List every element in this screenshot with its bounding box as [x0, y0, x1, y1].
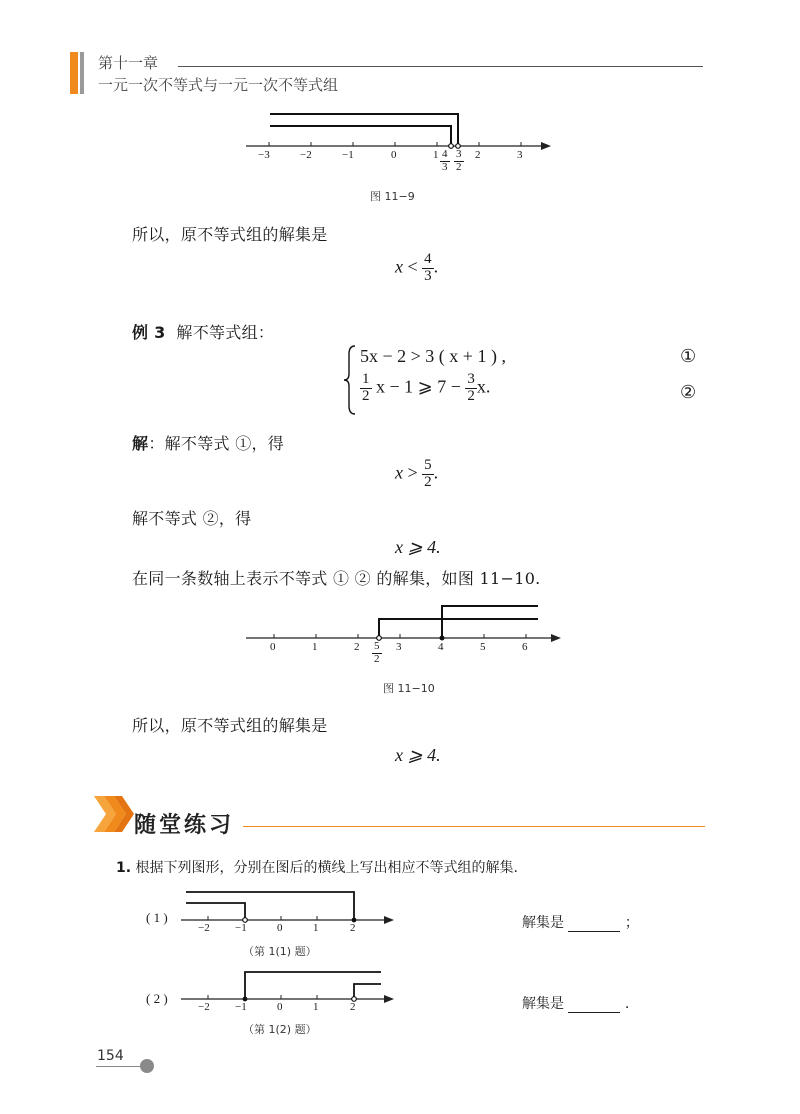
tick-label: 2 [350, 922, 356, 934]
solution-step-1: 解：解不等式 ①，得 [132, 434, 285, 453]
paragraph: 所以，原不等式组的解集是 [132, 716, 328, 735]
solution-step-2: 解不等式 ②，得 [132, 509, 252, 528]
paragraph: 所以，原不等式组的解集是 [132, 225, 328, 244]
tick-label: 0 [277, 1001, 283, 1013]
tick-label: −2 [300, 149, 312, 161]
equation-2: $\frac{1}{2}$ x − 1 ⩾ 7 − $\frac{3}{2}$ x. [362, 371, 491, 404]
sub-figure-caption: （第 1(2) 题） [243, 1023, 317, 1036]
tick-label: 1 [313, 1001, 319, 1013]
result-formula: x ⩾ 4. [395, 745, 441, 765]
figure-11-9 [238, 108, 558, 183]
tick-label: 0 [277, 922, 283, 934]
number-line-q1-2 [176, 966, 406, 1018]
tick-label: −2 [198, 922, 210, 934]
figure-caption: 图 11−10 [383, 682, 435, 695]
tick-label: −1 [342, 149, 354, 161]
number-line-11-9 [238, 108, 558, 183]
tick-label: −3 [258, 149, 270, 161]
tick-label: 3 [517, 149, 523, 161]
number-line-q1-1 [176, 888, 406, 936]
chapter-title: 一元一次不等式与一元一次不等式组 [98, 76, 339, 94]
tick-label: 1 [313, 922, 319, 934]
tick-label: 2 [354, 641, 360, 653]
page-number: 154 [97, 1048, 124, 1064]
figure-11-10 [238, 600, 568, 672]
number-line-11-10 [238, 600, 568, 672]
equation-1: 5x − 2 > 3 ( x + 1 ) , [360, 346, 506, 366]
question-1: 1. 根据下列图形，分别在图后的横线上写出相应不等式组的解集. [116, 860, 518, 876]
tick-label: 2 [350, 1001, 356, 1013]
sub-question-label: ( 2 ) [146, 991, 168, 1006]
tick-fraction-5-2: $\frac{5}{2}$ [374, 640, 380, 665]
figure-caption: 图 11−9 [370, 190, 415, 203]
sub-question-label: ( 1 ) [146, 910, 168, 925]
tick-fraction-4-3: $\frac{4}{3}$ [442, 148, 448, 173]
tick-label: 1 [433, 149, 439, 161]
sub-figure-1 [176, 888, 406, 936]
tick-label: 6 [522, 641, 528, 653]
tick-label: 1 [312, 641, 318, 653]
footer-rule [96, 1066, 146, 1067]
tick-label: 4 [438, 641, 444, 653]
sub-figure-2 [176, 966, 406, 1018]
result-formula: x < $\frac{4}{3}$ . [395, 251, 439, 284]
footer-dot [140, 1059, 154, 1073]
practice-rule [243, 826, 705, 827]
tick-label: 0 [391, 149, 397, 161]
equation-2-marker: ② [680, 382, 697, 402]
practice-title: 随堂练习 [134, 813, 235, 838]
tick-label: 2 [475, 149, 481, 161]
tick-label: −1 [235, 922, 247, 934]
chapter-label: 第十一章 [98, 54, 159, 72]
answer-line-2: 解集是 . [522, 996, 630, 1012]
tick-fraction-3-2: $\frac{3}{2}$ [456, 148, 462, 173]
result-formula: x > $\frac{5}{2}$ . [395, 457, 439, 490]
example-heading: 例 3 解不等式组： [132, 323, 275, 342]
answer-blank[interactable] [568, 917, 620, 932]
answer-blank[interactable] [568, 998, 620, 1013]
tick-label: 0 [270, 641, 276, 653]
tick-label: −1 [235, 1001, 247, 1013]
result-formula: x ⩾ 4. [395, 537, 441, 557]
tick-label: −2 [198, 1001, 210, 1013]
tick-label: 5 [480, 641, 486, 653]
equation-1-marker: ① [680, 346, 697, 366]
sub-figure-caption: （第 1(1) 题） [243, 945, 317, 958]
answer-line-1: 解集是 ； [522, 915, 639, 931]
paragraph: 在同一条数轴上表示不等式 ① ② 的解集，如图 11−10. [132, 569, 541, 588]
header-accent-bars [70, 52, 92, 94]
tick-label: 3 [396, 641, 402, 653]
system-brace [343, 344, 357, 420]
header-rule [178, 66, 703, 67]
